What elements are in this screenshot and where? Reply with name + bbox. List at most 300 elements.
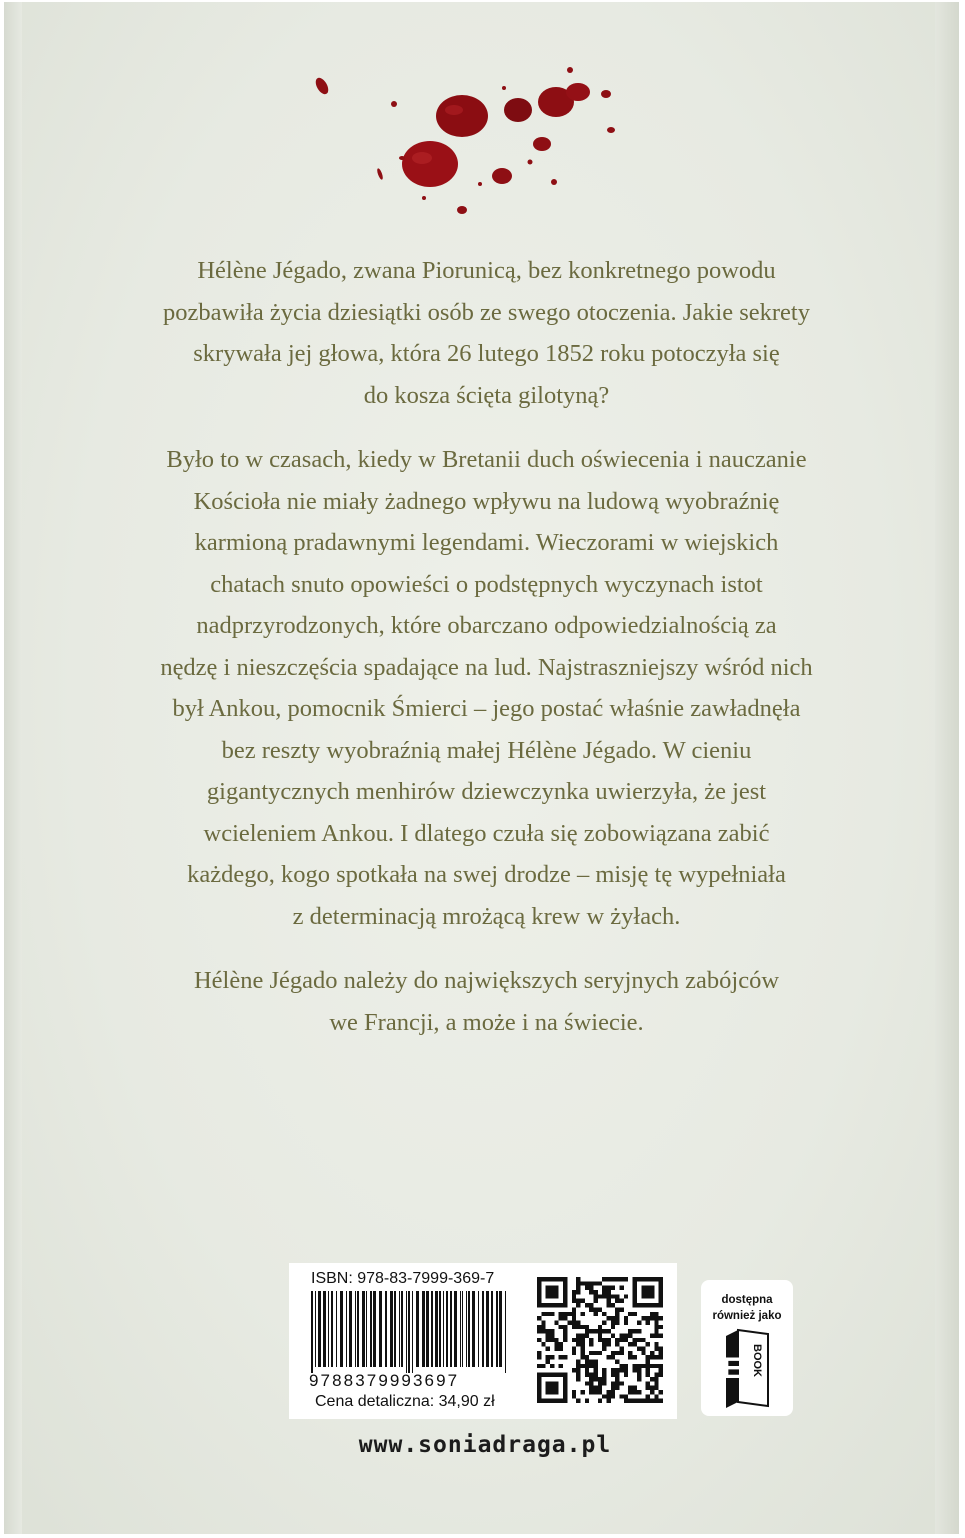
qr-module xyxy=(572,1320,576,1324)
qr-module xyxy=(602,1368,606,1372)
qr-module xyxy=(593,1390,597,1394)
qr-module xyxy=(585,1333,589,1337)
qr-module xyxy=(589,1364,593,1368)
qr-module xyxy=(541,1364,545,1368)
qr-module xyxy=(537,1329,541,1333)
qr-module xyxy=(585,1364,589,1368)
qr-module xyxy=(641,1316,645,1320)
qr-module xyxy=(541,1325,545,1329)
qr-module xyxy=(607,1303,611,1307)
barcode-bar xyxy=(450,1291,452,1367)
qr-module xyxy=(637,1390,641,1394)
qr-module xyxy=(602,1320,606,1324)
barcode-bar xyxy=(357,1291,359,1367)
qr-module xyxy=(637,1338,641,1342)
qr-module xyxy=(537,1399,541,1403)
qr-module xyxy=(537,1299,541,1303)
qr-module xyxy=(659,1368,663,1372)
qr-module xyxy=(585,1286,589,1290)
qr-module xyxy=(611,1320,615,1324)
qr-module xyxy=(546,1399,550,1403)
qr-module xyxy=(593,1386,597,1390)
qr-module xyxy=(541,1399,545,1403)
barcode-bar xyxy=(416,1291,419,1367)
qr-module xyxy=(550,1286,554,1290)
blurb-line: Kościoła nie miały żadnego wpływu na ludową wyobraźnię xyxy=(193,487,780,515)
qr-module xyxy=(607,1338,611,1342)
qr-module xyxy=(563,1329,567,1333)
qr-module xyxy=(593,1360,597,1364)
qr-module xyxy=(585,1373,589,1377)
qr-module xyxy=(550,1329,554,1333)
qr-module xyxy=(611,1286,615,1290)
publisher-website[interactable]: www.soniadraga.pl xyxy=(358,1432,612,1458)
qr-module xyxy=(537,1390,541,1394)
qr-module xyxy=(602,1312,606,1316)
barcode-bar xyxy=(443,1291,444,1367)
blurb-paragraph-3 xyxy=(114,960,859,1043)
qr-module xyxy=(646,1286,650,1290)
qr-module xyxy=(546,1303,550,1307)
qr-module xyxy=(628,1386,632,1390)
qr-module xyxy=(620,1364,624,1368)
qr-module xyxy=(646,1360,650,1364)
qr-module xyxy=(589,1360,593,1364)
qr-module xyxy=(633,1338,637,1342)
qr-module xyxy=(637,1377,641,1381)
barcode-bar xyxy=(328,1291,329,1367)
qr-module xyxy=(620,1333,624,1337)
qr-module xyxy=(654,1303,658,1307)
qr-module xyxy=(654,1394,658,1398)
blurb-paragraph-1 xyxy=(114,250,859,416)
qr-module xyxy=(633,1368,637,1372)
qr-module xyxy=(620,1368,624,1372)
qr-module xyxy=(589,1303,593,1307)
barcode-bar xyxy=(379,1291,382,1367)
qr-module xyxy=(559,1347,563,1351)
qr-module xyxy=(559,1373,563,1377)
qr-module xyxy=(559,1316,563,1320)
barcode-bar xyxy=(486,1291,489,1367)
qr-module xyxy=(559,1355,563,1359)
qr-module xyxy=(572,1290,576,1294)
qr-module xyxy=(559,1303,563,1307)
qr-module xyxy=(550,1390,554,1394)
barcode-bar xyxy=(355,1291,356,1367)
qr-module xyxy=(598,1351,602,1355)
qr-module xyxy=(546,1381,550,1385)
ebook-word: BOOK xyxy=(751,1344,763,1377)
qr-module xyxy=(602,1373,606,1377)
qr-module xyxy=(654,1364,658,1368)
qr-module xyxy=(554,1320,558,1324)
qr-module xyxy=(563,1386,567,1390)
qr-module xyxy=(550,1338,554,1342)
qr-module xyxy=(589,1281,593,1285)
qr-module xyxy=(546,1290,550,1294)
qr-module xyxy=(641,1303,645,1307)
qr-module xyxy=(593,1290,597,1294)
ebook-icon xyxy=(721,1330,770,1408)
qr-module xyxy=(593,1368,597,1372)
qr-module xyxy=(602,1394,606,1398)
barcode-image xyxy=(309,1291,509,1373)
barcode-bar xyxy=(505,1291,506,1373)
qr-module xyxy=(633,1342,637,1346)
blurb-line: z determinacją mrożącą krew w żyłach. xyxy=(292,902,681,930)
qr-module xyxy=(580,1333,584,1337)
qr-module xyxy=(602,1277,606,1281)
qr-module xyxy=(615,1377,619,1381)
qr-module xyxy=(633,1355,637,1359)
qr-module xyxy=(607,1355,611,1359)
qr-module xyxy=(633,1364,637,1368)
qr-module xyxy=(576,1399,580,1403)
qr-module xyxy=(559,1312,563,1316)
qr-module xyxy=(607,1399,611,1403)
qr-module xyxy=(633,1390,637,1394)
qr-module xyxy=(554,1373,558,1377)
qr-module xyxy=(550,1381,554,1385)
qr-module xyxy=(585,1360,589,1364)
qr-module xyxy=(550,1290,554,1294)
qr-module xyxy=(654,1373,658,1377)
qr-module xyxy=(537,1373,541,1377)
qr-module xyxy=(576,1281,580,1285)
qr-module xyxy=(576,1360,580,1364)
qr-module xyxy=(572,1390,576,1394)
qr-module xyxy=(576,1364,580,1368)
qr-module xyxy=(546,1333,550,1337)
qr-module xyxy=(572,1394,576,1398)
qr-module xyxy=(576,1333,580,1337)
qr-module xyxy=(646,1316,650,1320)
qr-module xyxy=(624,1364,628,1368)
blurb-line: bez reszty wyobraźnią małej Hélène Jégado. W cieniu xyxy=(221,736,752,764)
qr-module xyxy=(576,1286,580,1290)
qr-module xyxy=(607,1394,611,1398)
qr-module xyxy=(654,1277,658,1281)
qr-module xyxy=(598,1381,602,1385)
qr-module xyxy=(615,1312,619,1316)
qr-module xyxy=(593,1373,597,1377)
barcode-bar xyxy=(422,1291,425,1367)
qr-module xyxy=(593,1299,597,1303)
qr-module xyxy=(633,1386,637,1390)
qr-module xyxy=(576,1277,580,1281)
qr-module xyxy=(589,1342,593,1346)
barcode-bar xyxy=(336,1291,337,1367)
qr-module xyxy=(563,1338,567,1342)
qr-module xyxy=(541,1277,545,1281)
qr-module xyxy=(593,1364,597,1368)
qr-module xyxy=(624,1399,628,1403)
qr-module xyxy=(563,1333,567,1337)
qr-module xyxy=(567,1312,571,1316)
qr-module xyxy=(654,1329,658,1333)
qr-module xyxy=(580,1355,584,1359)
qr-module xyxy=(654,1333,658,1337)
barcode-bar xyxy=(468,1291,470,1367)
qr-module xyxy=(563,1316,567,1320)
qr-module xyxy=(546,1338,550,1342)
qr-module xyxy=(537,1325,541,1329)
qr-module xyxy=(641,1286,645,1290)
barcode-bar xyxy=(346,1291,347,1367)
qr-module xyxy=(537,1355,541,1359)
qr-module xyxy=(637,1399,641,1403)
barcode-bar xyxy=(390,1291,393,1367)
qr-module xyxy=(589,1290,593,1294)
qr-module xyxy=(611,1351,615,1355)
qr-module xyxy=(654,1381,658,1385)
qr-module xyxy=(550,1333,554,1337)
qr-module xyxy=(576,1299,580,1303)
qr-module xyxy=(611,1303,615,1307)
blurb-line: nędzę i nieszczęścia spadające na lud. Najstraszniejszy wśród nich xyxy=(160,653,813,681)
qr-module xyxy=(585,1329,589,1333)
qr-module xyxy=(637,1364,641,1368)
qr-module xyxy=(650,1303,654,1307)
qr-module xyxy=(615,1316,619,1320)
qr-module xyxy=(598,1386,602,1390)
qr-module xyxy=(598,1281,602,1285)
qr-module xyxy=(585,1399,589,1403)
barcode-bar xyxy=(426,1291,429,1367)
blood-splatter-image xyxy=(284,42,664,252)
barcode-bar xyxy=(331,1291,333,1367)
qr-module xyxy=(572,1294,576,1298)
qr-module xyxy=(576,1368,580,1372)
qr-module xyxy=(550,1386,554,1390)
qr-module xyxy=(659,1399,663,1403)
qr-module xyxy=(615,1386,619,1390)
qr-module xyxy=(659,1281,663,1285)
qr-module xyxy=(585,1325,589,1329)
blurb-line: wcieleniem Ankou. I dlatego czuła się zobowiązana zabić xyxy=(203,819,770,847)
qr-module xyxy=(650,1351,654,1355)
qr-module xyxy=(646,1320,650,1324)
qr-module xyxy=(572,1351,576,1355)
qr-module xyxy=(637,1373,641,1377)
qr-module xyxy=(546,1390,550,1394)
qr-module xyxy=(550,1277,554,1281)
qr-module xyxy=(633,1399,637,1403)
qr-module xyxy=(620,1381,624,1385)
qr-module xyxy=(554,1294,558,1298)
qr-module xyxy=(572,1338,576,1342)
qr-module xyxy=(554,1381,558,1385)
qr-module xyxy=(659,1333,663,1337)
barcode-bar xyxy=(349,1291,352,1367)
qr-module xyxy=(554,1386,558,1390)
qr-module xyxy=(602,1377,606,1381)
qr-module xyxy=(563,1312,567,1316)
qr-module xyxy=(572,1325,576,1329)
qr-module xyxy=(624,1394,628,1398)
qr-module xyxy=(646,1364,650,1368)
qr-module xyxy=(559,1399,563,1403)
qr-module xyxy=(537,1377,541,1381)
barcode-bar xyxy=(466,1291,467,1367)
qr-module xyxy=(580,1390,584,1394)
qr-module xyxy=(620,1347,624,1351)
qr-module xyxy=(611,1381,615,1385)
qr-module xyxy=(624,1294,628,1298)
qr-module xyxy=(646,1368,650,1372)
barcode-bar xyxy=(499,1291,502,1367)
qr-module xyxy=(646,1386,650,1390)
barcode-bar xyxy=(370,1291,372,1367)
qr-module xyxy=(633,1329,637,1333)
qr-module xyxy=(589,1381,593,1385)
qr-module xyxy=(633,1294,637,1298)
blurb-line: karmioną pradawnymi legendami. Wieczorami w wiejskich xyxy=(194,529,779,556)
qr-module xyxy=(602,1329,606,1333)
qr-module xyxy=(541,1342,545,1346)
qr-module xyxy=(650,1290,654,1294)
qr-module xyxy=(654,1325,658,1329)
qr-module xyxy=(646,1381,650,1385)
qr-module xyxy=(650,1286,654,1290)
qr-module xyxy=(650,1355,654,1359)
qr-module xyxy=(615,1277,619,1281)
barcode-bar xyxy=(491,1291,493,1367)
qr-module xyxy=(611,1325,615,1329)
blurb-line: Było to w czasach, kiedy w Bretanii duch oświecenia i nauczanie xyxy=(166,446,807,473)
qr-module xyxy=(628,1351,632,1355)
barcode-bar xyxy=(323,1291,326,1367)
qr-module xyxy=(637,1277,641,1281)
back-cover xyxy=(4,2,959,1534)
qr-module xyxy=(593,1329,597,1333)
qr-module xyxy=(628,1333,632,1337)
qr-module xyxy=(602,1338,606,1342)
qr-module xyxy=(654,1386,658,1390)
qr-module xyxy=(576,1373,580,1377)
qr-module xyxy=(598,1294,602,1298)
qr-module xyxy=(628,1399,632,1403)
qr-module xyxy=(611,1390,615,1394)
barcode-bar xyxy=(431,1291,433,1367)
qr-module xyxy=(593,1307,597,1311)
qr-module xyxy=(607,1316,611,1320)
qr-module xyxy=(615,1338,619,1342)
qr-module xyxy=(602,1347,606,1351)
ebook-letter: E xyxy=(721,1352,743,1385)
blurb-paragraph-2 xyxy=(114,439,859,937)
qr-module xyxy=(628,1342,632,1346)
qr-module xyxy=(659,1299,663,1303)
qr-module xyxy=(598,1377,602,1381)
qr-module xyxy=(611,1373,615,1377)
qr-module xyxy=(563,1290,567,1294)
qr-module xyxy=(550,1303,554,1307)
qr-module xyxy=(576,1377,580,1381)
qr-module xyxy=(537,1290,541,1294)
qr-module xyxy=(593,1351,597,1355)
qr-module xyxy=(650,1333,654,1337)
qr-module xyxy=(650,1294,654,1298)
qr-module xyxy=(659,1277,663,1281)
qr-module xyxy=(641,1338,645,1342)
qr-module xyxy=(585,1281,589,1285)
qr-module xyxy=(554,1347,558,1351)
barcode-bar xyxy=(435,1291,438,1367)
qr-module xyxy=(559,1342,563,1346)
qr-module xyxy=(541,1320,545,1324)
blurb-line: Hélène Jégado, zwana Piorunicą, bez konkretnego powodu xyxy=(197,257,776,284)
qr-module xyxy=(580,1351,584,1355)
barcode-bar xyxy=(394,1291,396,1367)
qr-module xyxy=(546,1312,550,1316)
barcode-bar xyxy=(439,1291,441,1367)
qr-module xyxy=(537,1364,541,1368)
qr-module xyxy=(589,1373,593,1377)
qr-module xyxy=(628,1312,632,1316)
barcode-bar xyxy=(315,1291,316,1367)
qr-module xyxy=(580,1312,584,1316)
qr-module xyxy=(637,1368,641,1372)
qr-module xyxy=(580,1338,584,1342)
blurb-line: był Ankou, pomocnik Śmierci – jego postać właśnie zawładnęła xyxy=(172,695,801,722)
qr-module xyxy=(637,1347,641,1351)
blurb-line: chatach snuto opowieści o podstępnych wyczynach istot xyxy=(210,570,763,598)
blurb-text xyxy=(114,250,859,1066)
blurb-line: pozbawiła życia dziesiątki osób ze swego otoczenia. Jakie sekrety xyxy=(163,298,810,326)
qr-module xyxy=(637,1303,641,1307)
qr-module xyxy=(563,1277,567,1281)
qr-module xyxy=(550,1399,554,1403)
qr-module xyxy=(611,1333,615,1337)
qr-module xyxy=(563,1399,567,1403)
barcode-bar xyxy=(340,1291,343,1367)
qr-module xyxy=(563,1373,567,1377)
qr-module xyxy=(559,1277,563,1281)
qr-module xyxy=(646,1290,650,1294)
barcode-panel xyxy=(289,1263,677,1419)
qr-module xyxy=(607,1342,611,1346)
qr-module xyxy=(554,1303,558,1307)
barcode-bar xyxy=(446,1291,448,1367)
qr-module xyxy=(563,1390,567,1394)
qr-module xyxy=(620,1394,624,1398)
qr-module xyxy=(559,1364,563,1368)
qr-module xyxy=(659,1286,663,1290)
qr-module xyxy=(637,1320,641,1324)
qr-module xyxy=(563,1303,567,1307)
qr-code-image xyxy=(537,1277,663,1403)
qr-module xyxy=(607,1390,611,1394)
qr-module xyxy=(541,1373,545,1377)
qr-module xyxy=(593,1312,597,1316)
qr-module xyxy=(572,1312,576,1316)
qr-module xyxy=(546,1355,550,1359)
qr-module xyxy=(615,1381,619,1385)
qr-module xyxy=(593,1294,597,1298)
qr-module xyxy=(633,1312,637,1316)
barcode-bar xyxy=(385,1291,387,1367)
qr-module xyxy=(589,1377,593,1381)
qr-module xyxy=(576,1325,580,1329)
qr-module xyxy=(607,1286,611,1290)
qr-module xyxy=(611,1316,615,1320)
qr-module xyxy=(580,1325,584,1329)
qr-module xyxy=(589,1329,593,1333)
qr-module xyxy=(554,1390,558,1394)
qr-module xyxy=(580,1342,584,1346)
